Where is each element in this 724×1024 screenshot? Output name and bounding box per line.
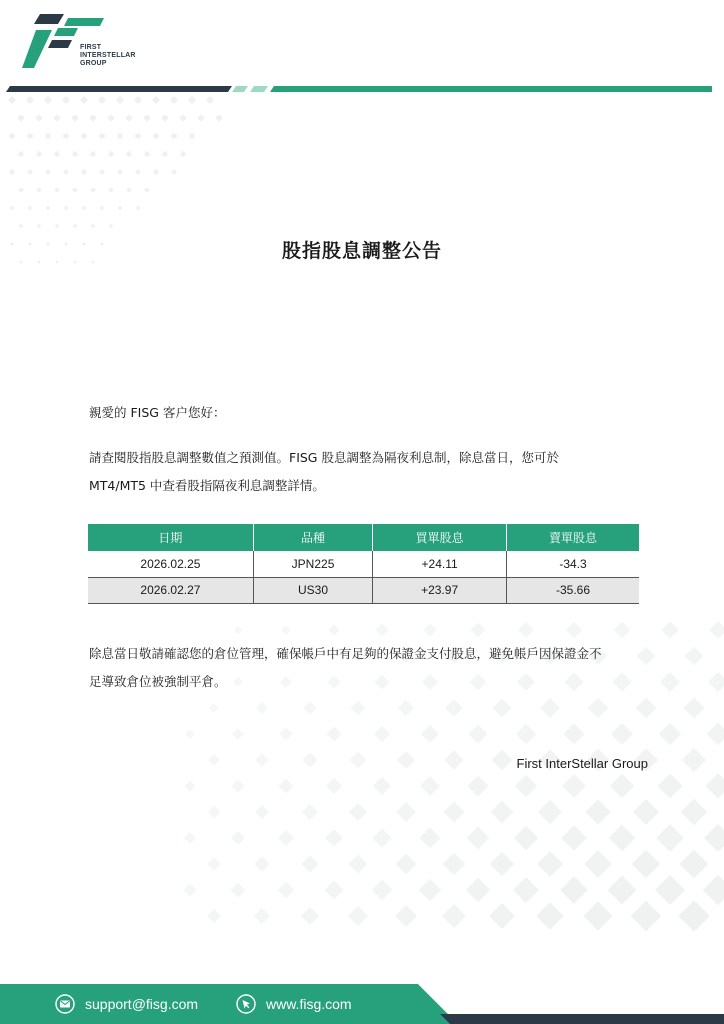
intro-paragraph [89, 444, 649, 500]
table-header-row [88, 524, 639, 551]
company-logo-text: FIRST INTERSTELLAR GROUP [80, 44, 136, 67]
cell-date: 2026.02.27 [88, 577, 253, 603]
greeting-text: 親愛的 FISG 客户您好： [89, 405, 226, 420]
footer-email-text[interactable]: support@fisg.com [85, 996, 199, 1012]
intro-line-1: 請查閱股指股息調整數值之預測值。FISG 股息調整為隔夜利息制，除息當日，您可於 [89, 450, 559, 465]
cell-sell-dividend: -34.3 [507, 551, 639, 577]
cell-symbol: US30 [253, 577, 372, 603]
page-title: 股指股息調整公告 [281, 240, 442, 262]
closing-line-1: 除息當日敬請確認您的倉位管理，確保帳戶中有足夠的保證金支付股息，避免帳戶因保證金不 [89, 646, 602, 661]
header-divider [0, 84, 724, 94]
closing-paragraph [89, 640, 649, 696]
signature: First InterStellar Group [516, 756, 648, 771]
cell-date: 2026.02.25 [88, 551, 253, 577]
email-icon [55, 994, 75, 1014]
cell-symbol: JPN225 [253, 551, 372, 577]
cell-buy-dividend: +23.97 [373, 577, 507, 603]
table-row [88, 551, 639, 577]
footer-email[interactable] [55, 994, 198, 1014]
header-sell-dividend: 賣單股息 [507, 524, 639, 551]
table-row [88, 577, 639, 603]
intro-line-2: MT4/MT5 中查看股指隔夜利息調整詳情。 [89, 478, 325, 493]
cursor-icon [236, 994, 256, 1014]
dividend-table [88, 524, 639, 604]
footer [0, 984, 724, 1024]
footer-website[interactable] [236, 994, 352, 1014]
closing-line-2: 足導致倉位被強制平倉。 [89, 674, 227, 689]
header-buy-dividend: 買單股息 [373, 524, 507, 551]
header-date: 日期 [88, 524, 253, 551]
cell-sell-dividend: -35.66 [507, 577, 639, 603]
cell-buy-dividend: +24.11 [373, 551, 507, 577]
header-symbol: 品種 [253, 524, 372, 551]
footer-website-text[interactable]: www.fisg.com [266, 996, 352, 1012]
